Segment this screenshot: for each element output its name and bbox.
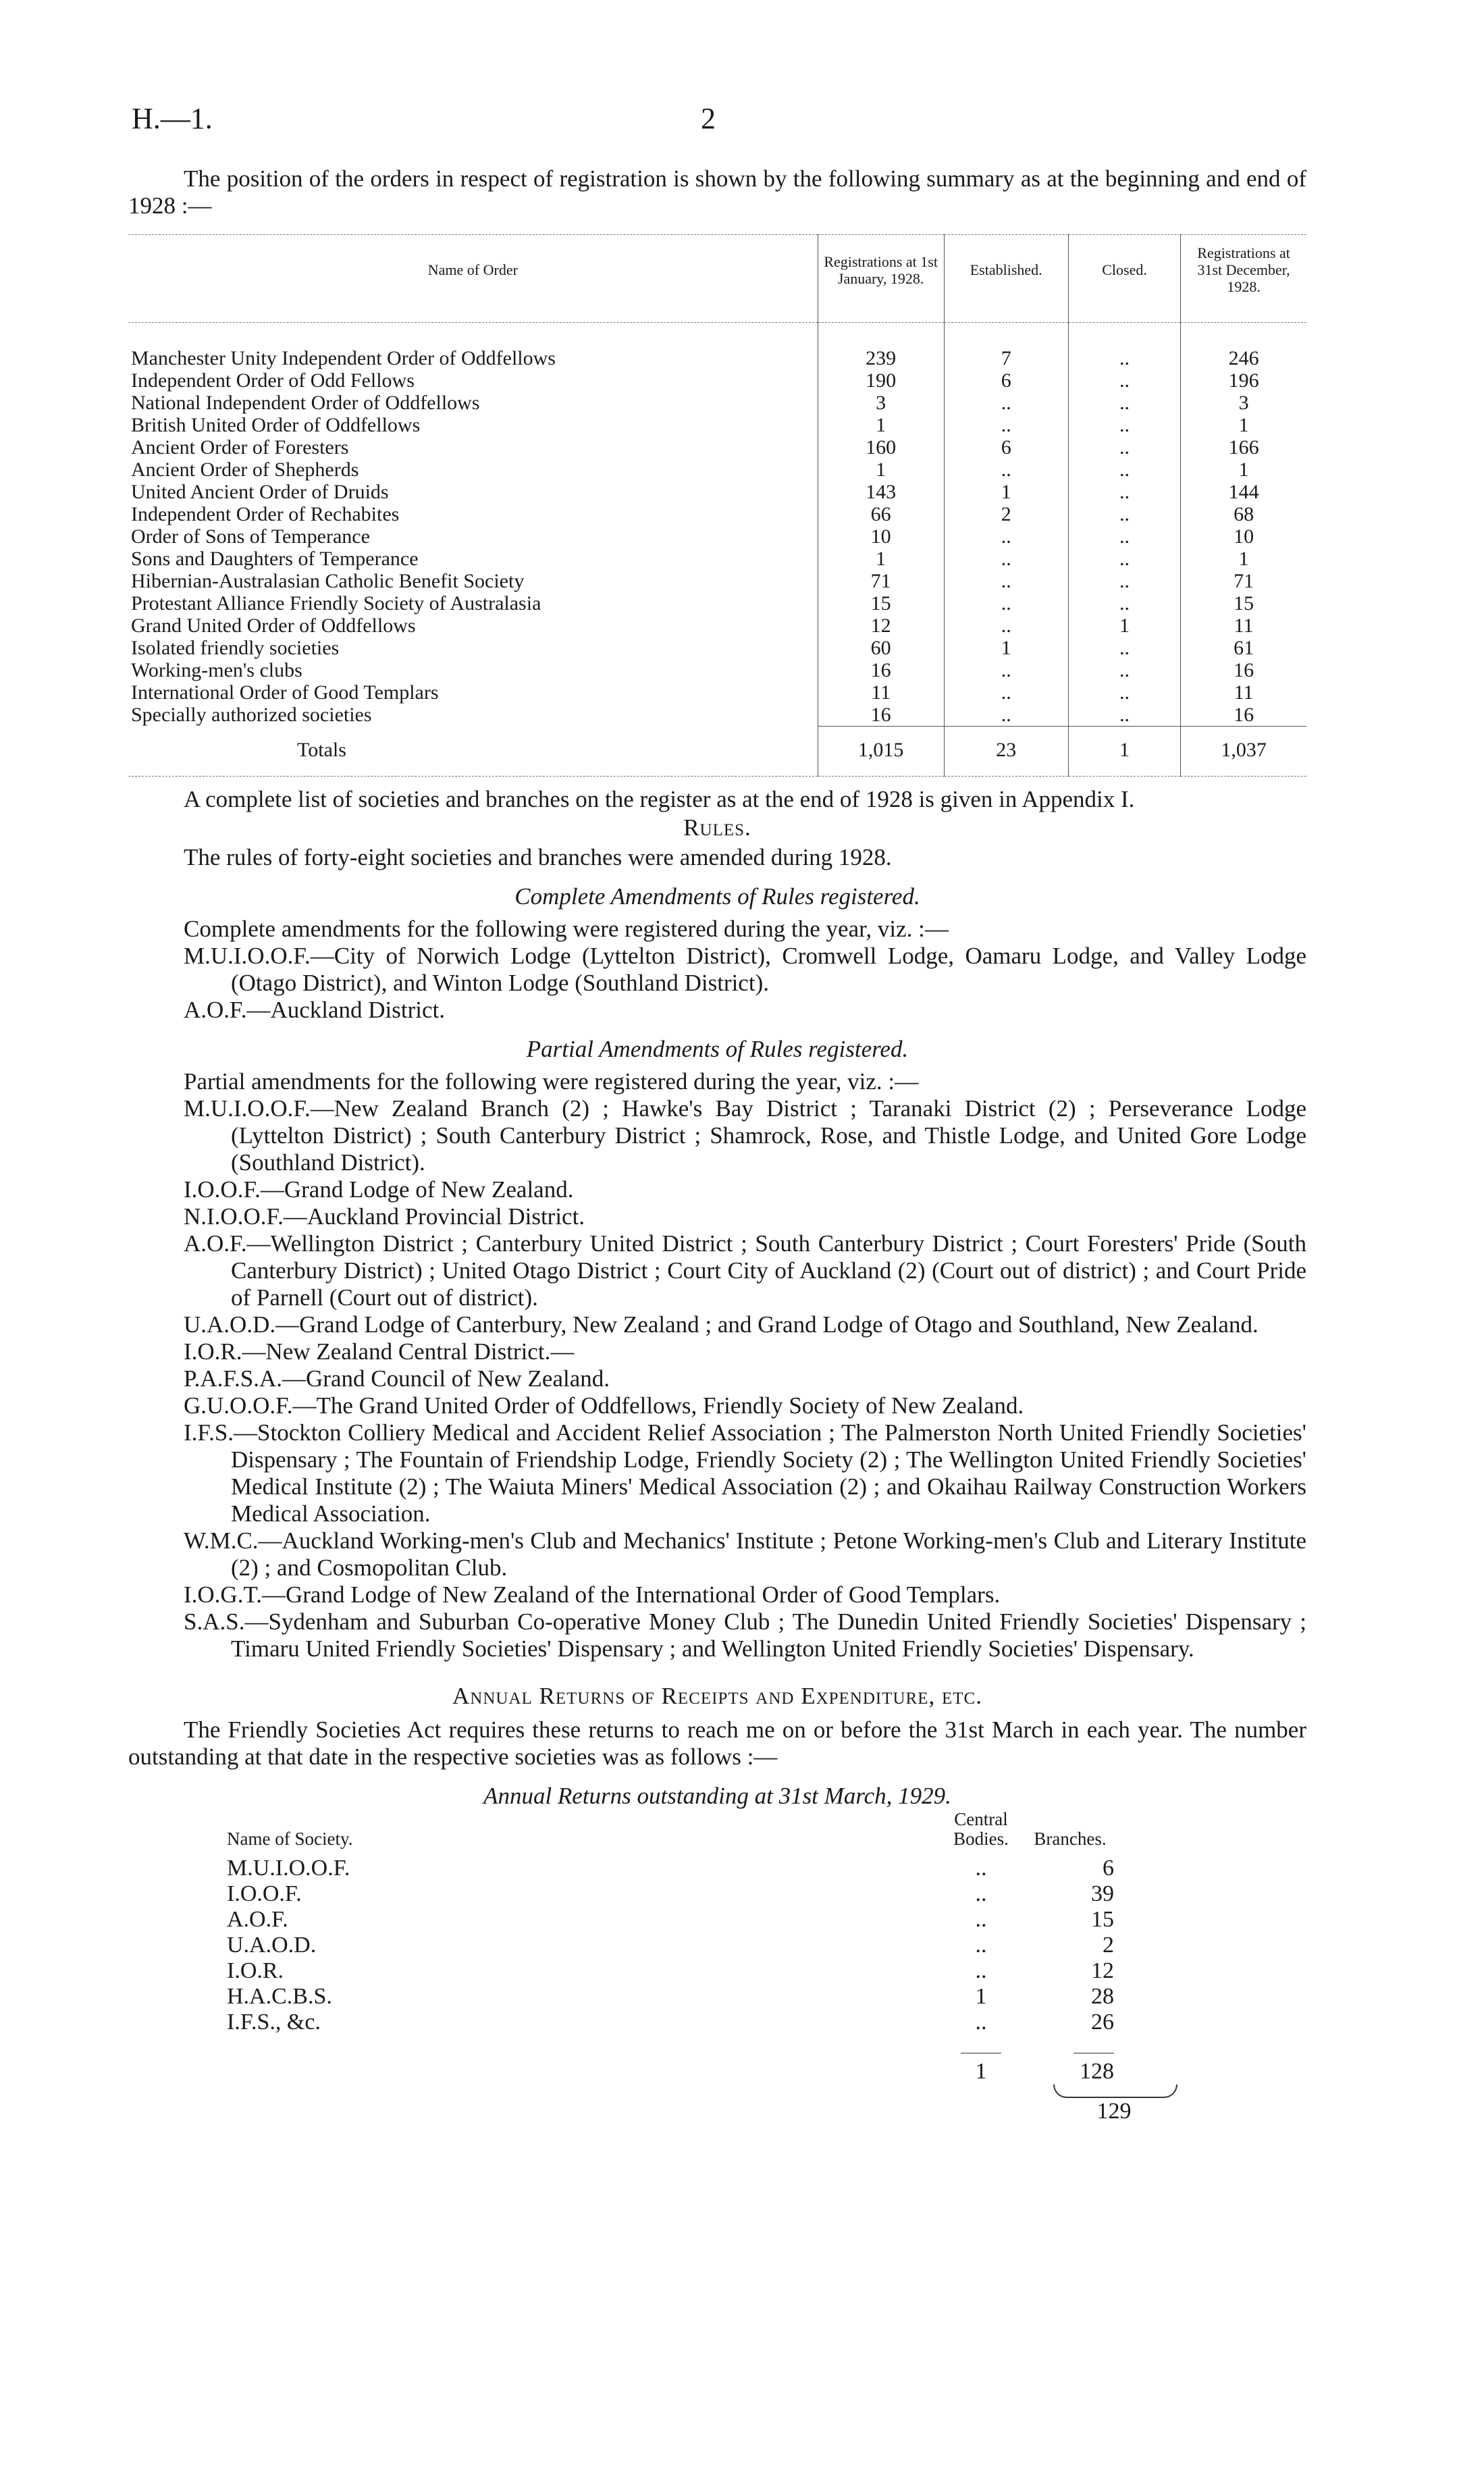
partial-amendment-item: G.U.O.O.F.—The Grand United Order of Oddfellows, Friendly Society of New Zealand. (184, 1392, 1024, 1419)
col-header-reg-start: Registrations at 1st January, 1928. (818, 235, 944, 323)
returns-col-header-name: Name of Society. (227, 1829, 353, 1849)
summary-row (128, 704, 1306, 727)
returns-table-title: Annual Returns outstanding at 31st March, 1929. (483, 1783, 951, 1809)
established-value: .. (944, 659, 1068, 681)
branches-value: 6 (1103, 1856, 1114, 1881)
reg-end-value: 1 (1181, 459, 1306, 481)
col-header-established: Established. (944, 235, 1068, 323)
summary-row (128, 570, 1306, 592)
established-value: .. (944, 459, 1068, 481)
closed-value: .. (1068, 681, 1180, 704)
society-name: M.U.I.O.O.F. (227, 1856, 350, 1881)
closed-value: .. (1068, 659, 1180, 681)
reg-start-value: 12 (818, 614, 944, 637)
col-header-name: Name of Order (128, 235, 818, 323)
reg-end-value: 71 (1181, 570, 1306, 592)
returns-row (223, 1856, 1128, 1881)
summary-row (128, 548, 1306, 570)
registration-summary-table (128, 234, 1306, 777)
order-name: Grand United Order of Oddfellows (131, 614, 416, 637)
summary-row (128, 614, 1306, 637)
summary-row (128, 659, 1306, 681)
returns-total-branches: 128 (1074, 2053, 1114, 2085)
returns-row (223, 1984, 1128, 2010)
reg-end-value: 166 (1181, 436, 1306, 459)
returns-col-header-central: Central Bodies. (953, 1809, 1009, 1849)
summary-totals-row (128, 727, 1306, 777)
page-number: 2 (701, 102, 716, 135)
reg-start-value: 190 (818, 369, 944, 392)
summary-row (128, 436, 1306, 459)
appendix-note: A complete list of societies and branches on the register as at the end of 1928 is given in Appendix I. (184, 786, 1135, 812)
rules-intro: The rules of forty-eight societies and branches were amended during 1928. (184, 844, 892, 870)
established-value: 1 (944, 637, 1068, 659)
established-value: .. (944, 704, 1068, 727)
established-value: 2 (944, 503, 1068, 525)
summary-row (128, 414, 1306, 436)
complete-amendments-list (128, 943, 1306, 1024)
summary-row (128, 637, 1306, 659)
page-content (128, 165, 1306, 2125)
branches-value: 2 (1103, 1933, 1114, 1958)
total-closed: 1 (1068, 727, 1180, 777)
returns-totals-row (223, 2035, 1128, 2085)
returns-row (223, 1907, 1128, 1933)
society-name: I.O.O.F. (227, 1881, 302, 1906)
order-name: Protestant Alliance Friendly Society of Australasia (131, 592, 541, 614)
reg-end-value: 246 (1181, 323, 1306, 370)
closed-value: .. (1068, 414, 1180, 436)
reg-start-value: 16 (818, 704, 944, 727)
order-name: National Independent Order of Oddfellows (131, 392, 480, 414)
branches-value: 26 (1091, 2010, 1114, 2035)
intro-paragraph: The position of the orders in respect of registration is shown by the following summary as at the beginning and end of 1928 :— (128, 165, 1306, 219)
reg-end-value: 196 (1181, 369, 1306, 392)
col-header-closed: Closed. (1068, 235, 1180, 323)
total-established: 23 (944, 727, 1068, 777)
closed-value: .. (1068, 481, 1180, 503)
established-value: 6 (944, 436, 1068, 459)
closed-value: .. (1068, 392, 1180, 414)
summary-row (128, 392, 1306, 414)
reg-end-value: 68 (1181, 503, 1306, 525)
annual-returns-heading: Annual Returns of Receipts and Expenditure, etc. (452, 1683, 982, 1709)
order-name: Ancient Order of Shepherds (131, 459, 359, 481)
total-brace (1053, 2085, 1177, 2098)
partial-amendment-item: I.O.G.T.—Grand Lodge of New Zealand of the International Order of Good Templars. (184, 1581, 1001, 1608)
established-value: .. (944, 592, 1068, 614)
reg-start-value: 239 (818, 323, 944, 370)
complete-amendment-item: A.O.F.—Auckland District. (184, 997, 446, 1023)
closed-value: .. (1068, 704, 1180, 727)
established-value: .. (944, 414, 1068, 436)
closed-value: .. (1068, 503, 1180, 525)
reg-end-value: 1 (1181, 414, 1306, 436)
established-value: .. (944, 614, 1068, 637)
summary-row (128, 481, 1306, 503)
reg-start-value: 3 (818, 392, 944, 414)
partial-amendment-item: I.O.R.—New Zealand Central District.— (184, 1338, 575, 1365)
reg-start-value: 60 (818, 637, 944, 659)
closed-value: .. (1068, 436, 1180, 459)
partial-amendment-item: I.F.S.—Stockton Colliery Medical and Accident Relief Association ; The Palmerston North United Friendly Societies' Dispensary ; The Fountain of Friendship Lodge, Friendly Society (2) ; The Wellington United Friendly Societies' Medical Institute (2) ; The Waiuta Miners' Medical Association (2) ; and Okaihau Railway Construction Workers Medical Association. (184, 1419, 1306, 1527)
total-reg-start: 1,015 (818, 727, 944, 777)
society-name: I.O.R. (227, 1958, 284, 1983)
reg-end-value: 3 (1181, 392, 1306, 414)
order-name: Independent Order of Odd Fellows (131, 369, 415, 392)
reg-end-value: 10 (1181, 525, 1306, 548)
reg-start-value: 11 (818, 681, 944, 704)
col-header-reg-end: Registrations at 31st December, 1928. (1181, 235, 1306, 323)
returns-row (223, 2010, 1128, 2035)
summary-row (128, 503, 1306, 525)
closed-value: .. (1068, 548, 1180, 570)
partial-amendments-list (128, 1095, 1306, 1662)
reg-end-value: 144 (1181, 481, 1306, 503)
order-name: Order of Sons of Temperance (131, 525, 370, 548)
order-name: Ancient Order of Foresters (131, 436, 349, 459)
partial-amendment-item: U.A.O.D.—Grand Lodge of Canterbury, New Zealand ; and Grand Lodge of Otago and Southland, New Zealand. (184, 1311, 1258, 1338)
order-name: Specially authorized societies (131, 704, 372, 727)
reg-end-value: 15 (1181, 592, 1306, 614)
complete-amendment-item: M.U.I.O.O.F.—City of Norwich Lodge (Lyttelton District), Cromwell Lodge, Oamaru Lodge, and Valley Lodge (Otago District), and Winton Lodge (Southland District). (184, 943, 1306, 996)
established-value: 6 (944, 369, 1068, 392)
summary-row (128, 323, 1306, 370)
summary-row (128, 525, 1306, 548)
complete-amendments-intro: Complete amendments for the following were registered during the year, viz. :— (184, 916, 949, 942)
order-name: British United Order of Oddfellows (131, 414, 421, 436)
reg-end-value: 11 (1181, 681, 1306, 704)
partial-amendment-item: A.O.F.—Wellington District ; Canterbury United District ; South Canterbury District ; Court Foresters' Pride (South Canterbury District) ; United Otago District ; Court City of Auckland (2) (Court out of district) ; and Court Pride of Parnell (Court out of district). (184, 1230, 1306, 1311)
reg-start-value: 143 (818, 481, 944, 503)
partial-amendment-item: W.M.C.—Auckland Working-men's Club and Mechanics' Institute ; Petone Working-men's Club and Literary Institute (2) ; and Cosmopolitan Club. (184, 1527, 1306, 1581)
totals-label: Totals (128, 727, 818, 777)
document-reference: H.—1. (132, 102, 213, 135)
reg-end-value: 11 (1181, 614, 1306, 637)
reg-start-value: 71 (818, 570, 944, 592)
reg-end-value: 16 (1181, 659, 1306, 681)
partial-amendment-item: I.O.O.F.—Grand Lodge of New Zealand. (184, 1176, 574, 1203)
central-bodies-value: .. (975, 1881, 987, 1906)
central-bodies-value: .. (975, 1958, 987, 1983)
rules-heading: Rules. (683, 814, 751, 841)
page-header (132, 101, 1349, 142)
society-name: I.F.S., &c. (227, 2010, 321, 2035)
order-name: United Ancient Order of Druids (131, 481, 389, 503)
reg-start-value: 1 (818, 459, 944, 481)
order-name: Sons and Daughters of Temperance (131, 548, 419, 570)
established-value: 1 (944, 481, 1068, 503)
reg-start-value: 10 (818, 525, 944, 548)
reg-start-value: 66 (818, 503, 944, 525)
order-name: Hibernian-Australasian Catholic Benefit Society (131, 570, 525, 592)
established-value: .. (944, 570, 1068, 592)
order-name: Working-men's clubs (131, 659, 302, 681)
established-value: 7 (944, 323, 1068, 370)
closed-value: .. (1068, 525, 1180, 548)
branches-value: 12 (1091, 1958, 1114, 1983)
reg-end-value: 61 (1181, 637, 1306, 659)
total-reg-end: 1,037 (1181, 727, 1306, 777)
closed-value: .. (1068, 323, 1180, 370)
summary-table-body (128, 323, 1306, 777)
returns-col-header-branches: Branches. (1034, 1829, 1107, 1849)
partial-amendments-heading: Partial Amendments of Rules registered. (526, 1036, 909, 1062)
returns-total-central: 1 (961, 2053, 1001, 2085)
order-name: International Order of Good Templars (131, 681, 439, 704)
society-name: U.A.O.D. (227, 1933, 317, 1958)
partial-amendments-intro: Partial amendments for the following were registered during the year, viz. :— (184, 1068, 919, 1095)
partial-amendment-item: M.U.I.O.O.F.—New Zealand Branch (2) ; Hawke's Bay District ; Taranaki District (2) ; Perseverance Lodge (Lyttelton District) ; South Canterbury District ; Shamrock, Rose, and Thistle Lodge, and United Gore Lodge (Southland District). (184, 1095, 1306, 1176)
central-bodies-value: .. (975, 1856, 987, 1881)
branches-value: 39 (1091, 1881, 1114, 1906)
closed-value: .. (1068, 570, 1180, 592)
society-name: H.A.C.B.S. (227, 1984, 332, 2009)
reg-end-value: 1 (1181, 548, 1306, 570)
closed-value: .. (1068, 592, 1180, 614)
summary-row (128, 681, 1306, 704)
summary-row (128, 592, 1306, 614)
order-name: Manchester Unity Independent Order of Oddfellows (131, 347, 556, 369)
branches-value: 15 (1091, 1907, 1114, 1932)
partial-amendment-item: P.A.F.S.A.—Grand Council of New Zealand. (184, 1365, 610, 1392)
closed-value: .. (1068, 369, 1180, 392)
partial-amendment-item: S.A.S.—Sydenham and Suburban Co-operative Money Club ; The Dunedin United Friendly Societies' Dispensary ; Timaru United Friendly Societies' Dispensary ; and Wellington United Friendly Societies' Dispensary. (184, 1608, 1306, 1662)
closed-value: .. (1068, 459, 1180, 481)
summary-table-header (128, 235, 1306, 323)
returns-row (223, 1933, 1128, 1958)
central-bodies-value: .. (975, 1933, 987, 1958)
reg-start-value: 160 (818, 436, 944, 459)
reg-start-value: 16 (818, 659, 944, 681)
reg-end-value: 16 (1181, 704, 1306, 727)
returns-table-body (223, 1856, 1128, 2035)
returns-grand-total: 129 (1096, 2099, 1132, 2124)
summary-row (128, 369, 1306, 392)
annual-returns-text: The Friendly Societies Act requires these returns to reach me on or before the 31st March in each year. The number outstanding at that date in the respective societies was as follows :— (128, 1717, 1306, 1770)
reg-start-value: 1 (818, 414, 944, 436)
annual-returns-table (223, 1810, 1128, 2085)
central-bodies-value: 1 (975, 1984, 987, 2009)
complete-amendments-heading: Complete Amendments of Rules registered. (514, 883, 920, 910)
society-name: A.O.F. (227, 1907, 288, 1932)
closed-value: 1 (1068, 614, 1180, 637)
established-value: .. (944, 548, 1068, 570)
order-name: Isolated friendly societies (131, 637, 340, 659)
reg-start-value: 15 (818, 592, 944, 614)
reg-start-value: 1 (818, 548, 944, 570)
established-value: .. (944, 392, 1068, 414)
order-name: Independent Order of Rechabites (131, 503, 400, 525)
returns-table-header (223, 1810, 1128, 1856)
central-bodies-value: .. (975, 2010, 987, 2035)
partial-amendment-item: N.I.O.O.F.—Auckland Provincial District. (184, 1203, 585, 1230)
central-bodies-value: .. (975, 1907, 987, 1932)
established-value: .. (944, 525, 1068, 548)
branches-value: 28 (1091, 1984, 1114, 2009)
established-value: .. (944, 681, 1068, 704)
returns-row (223, 1881, 1128, 1907)
closed-value: .. (1068, 637, 1180, 659)
summary-row (128, 459, 1306, 481)
returns-row (223, 1958, 1128, 1984)
